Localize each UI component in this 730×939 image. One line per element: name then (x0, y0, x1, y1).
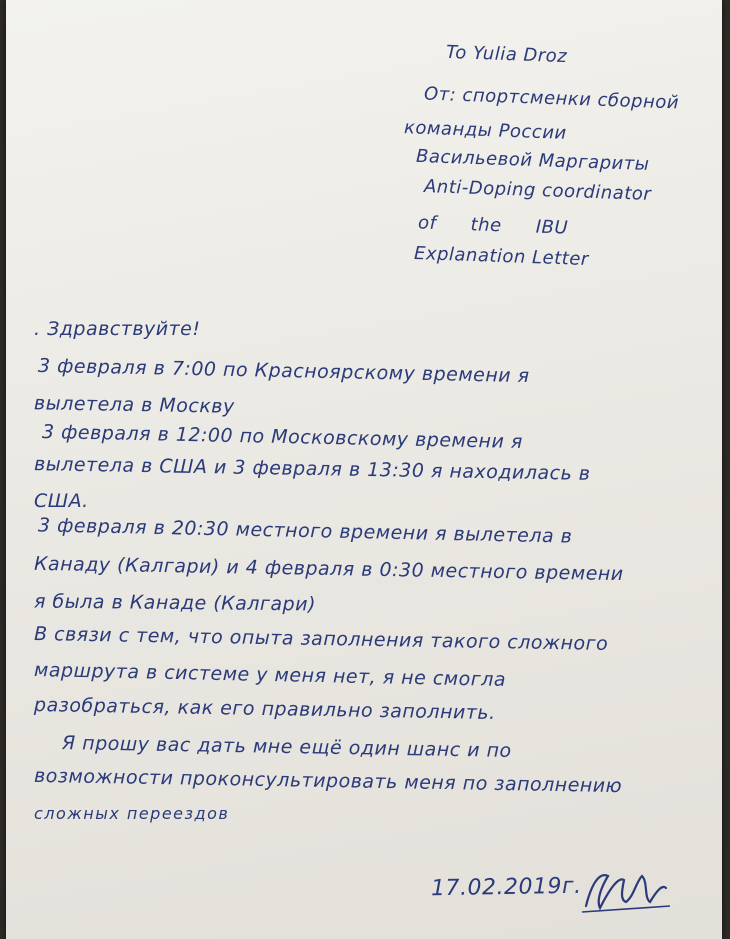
recipient-line: To Yulia Droz (445, 41, 568, 68)
body-line: Я прошу вас дать мне ещё один шанс и по (61, 732, 512, 762)
body-line: разобраться, как его правильно заполнить. (33, 693, 496, 725)
body-line: 3 февраля в 7:00 по Красноярскому времени я (37, 354, 530, 388)
body-line: США. (34, 490, 89, 512)
sender-line-3: Васильевой Маргариты (415, 145, 650, 176)
body-line: 3 февраля в 20:30 местного времени я вылетела в (37, 514, 573, 548)
body-line: я была в Канаде (Калгари) (33, 590, 317, 616)
recipient-role-line-1: Anti-Doping coordinator (423, 176, 652, 205)
signature-image (578, 862, 673, 922)
body-line: вылетела в Москву (33, 392, 235, 418)
body-line: сложных переездов (34, 804, 230, 823)
body-line: 3 февраля в 12:00 по Московскому времени я (41, 420, 524, 454)
body-line: Канаду (Калгари) и 4 февраля в 0:30 местного времени (33, 552, 624, 586)
body-line: вылетела в США и 3 февраля в 13:30 я находилась в (33, 453, 591, 485)
sender-line-1: От: спортсменки сборной (423, 83, 680, 114)
body-line: маршрута в системе у меня нет, я не смогла (33, 659, 507, 691)
letter-date: 17.02.2019г. (430, 873, 582, 902)
greeting: . Здравствуйте! (34, 318, 201, 340)
letter-paper (6, 0, 722, 939)
sender-line-2: команды России (403, 117, 568, 144)
body-line: возможности проконсультировать меня по заполнению (33, 764, 623, 798)
letter-subject: Explanation Letter (413, 242, 590, 271)
body-line: В связи с тем, что опыта заполнения такого сложного (33, 622, 609, 656)
recipient-role-line-2: of the IBU (417, 212, 569, 239)
